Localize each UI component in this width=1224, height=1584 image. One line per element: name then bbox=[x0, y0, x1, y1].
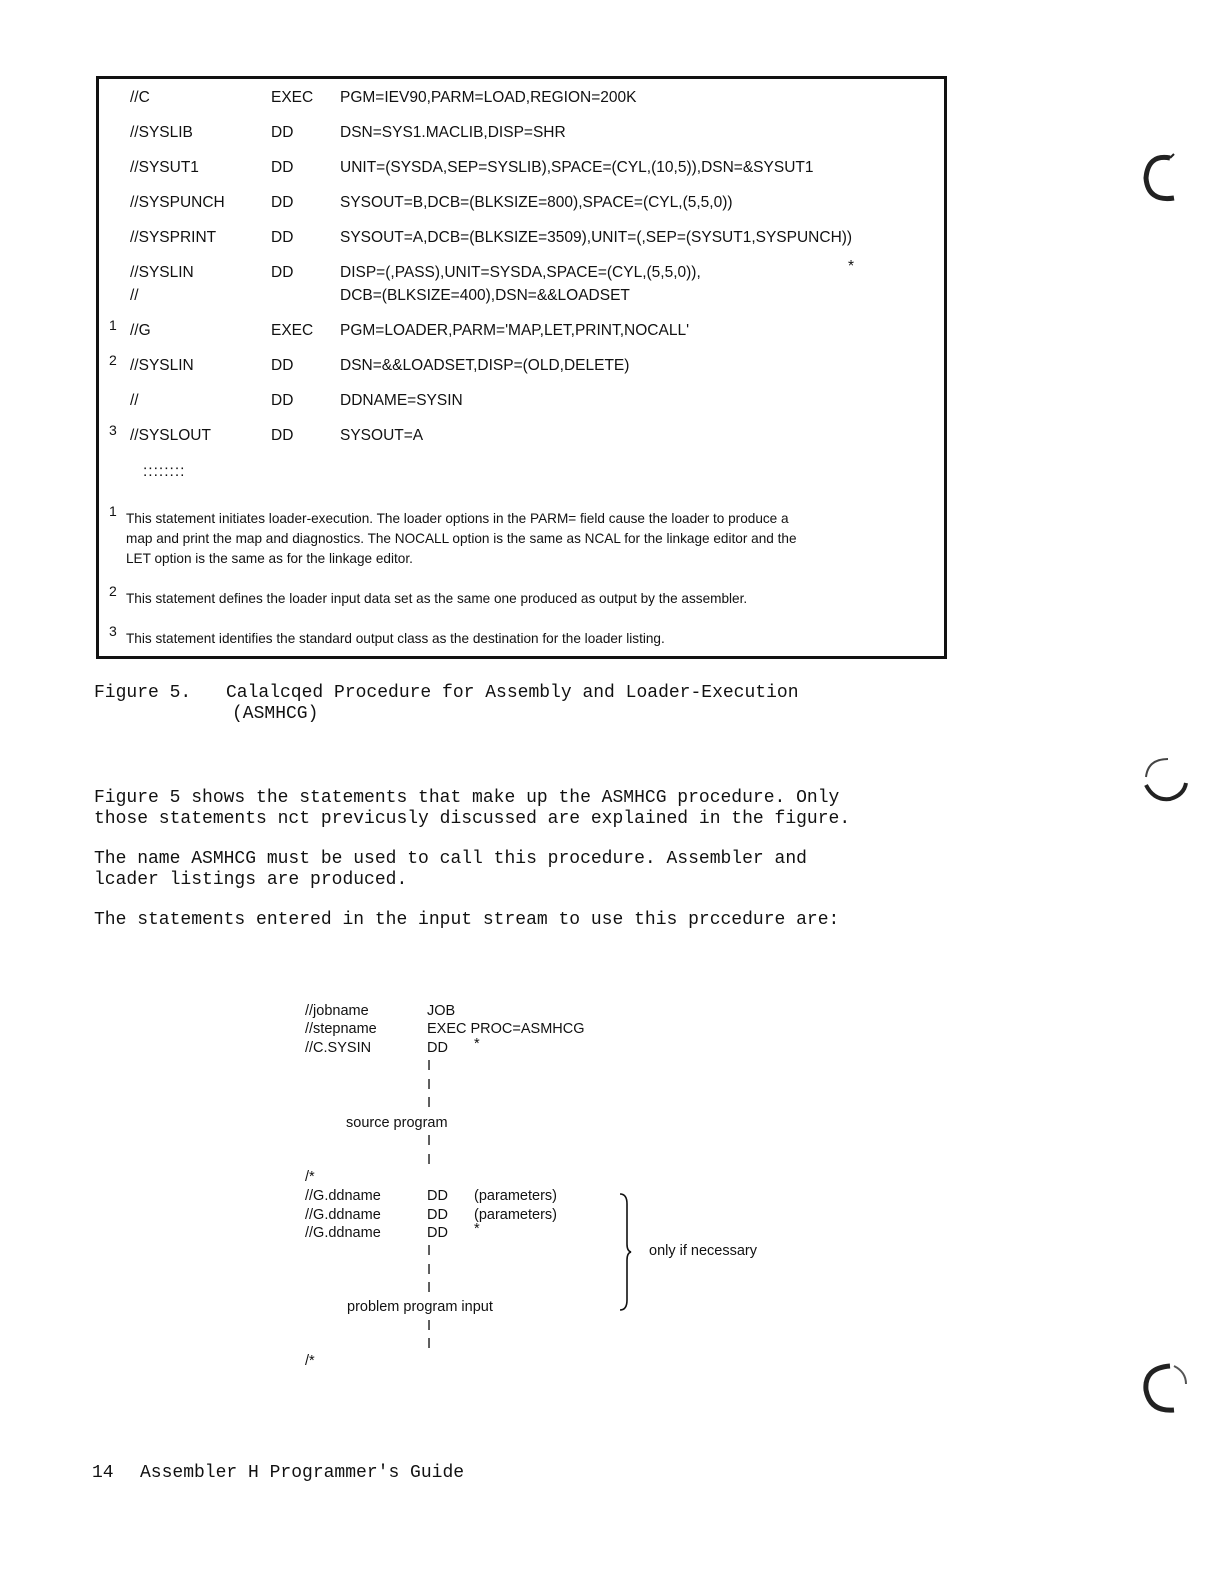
note-text-line: This statement defines the loader input data set as the same one produced as output by the assembler. bbox=[126, 591, 748, 606]
g-ddname-1-dd: DD bbox=[427, 1188, 448, 1204]
statement-operand: DISP=(,PASS),UNIT=SYSDA,SPACE=(CYL,(5,5,0)), bbox=[340, 264, 701, 281]
statement-name: //SYSLOUT bbox=[130, 427, 211, 444]
statement-operation: DD bbox=[271, 229, 294, 246]
statement-operand: DDNAME=SYSIN bbox=[340, 392, 463, 409]
note-number: 3 bbox=[109, 623, 117, 639]
statement-operation: DD bbox=[271, 392, 294, 409]
note-number: 1 bbox=[109, 503, 117, 519]
source-program-label: source program bbox=[346, 1115, 448, 1131]
note-text-line: This statement identifies the standard output class as the destination for the loader listing. bbox=[126, 631, 665, 646]
right-brace-icon bbox=[618, 1192, 632, 1312]
body-paragraph-1-line-2: those statements nct previcusly discussed are explained in the figure. bbox=[94, 809, 851, 829]
statement-operand: SYSOUT=A,DCB=(BLKSIZE=3509),UNIT=(,SEP=(SYSUT1,SYSPUNCH)) bbox=[340, 229, 853, 246]
delimiter-2: /* bbox=[305, 1353, 315, 1369]
page-number: 14 bbox=[92, 1463, 114, 1483]
statement-name: //SYSPRINT bbox=[130, 229, 217, 246]
binder-hole-mark-icon bbox=[1140, 152, 1182, 204]
statement-name: //SYSLIN bbox=[130, 357, 194, 374]
binder-hole-mark-icon bbox=[1140, 1360, 1192, 1416]
continuation-dots: :::::::: bbox=[143, 463, 186, 480]
statement-name: //C bbox=[130, 89, 150, 106]
statement-ref-number: 3 bbox=[109, 422, 117, 438]
g-ddname-2: //G.ddname bbox=[305, 1207, 381, 1223]
statement-operation: DD bbox=[271, 357, 294, 374]
exec-proc: EXEC PROC=ASMHCG bbox=[427, 1021, 585, 1037]
figure-box bbox=[96, 76, 947, 659]
statement-name: //SYSUT1 bbox=[130, 159, 199, 176]
body-paragraph-1-line-1: Figure 5 shows the statements that make up the ASMHCG procedure. Only bbox=[94, 788, 840, 808]
note-text-line: LET option is the same as for the linkage editor. bbox=[126, 551, 413, 566]
binder-hole-mark-icon bbox=[1140, 755, 1192, 805]
body-paragraph-2-line-1: The name ASMHCG must be used to call this procedure. Assembler and bbox=[94, 849, 807, 869]
bar: I bbox=[427, 1152, 432, 1168]
body-paragraph-2-line-2: lcader listings are produced. bbox=[94, 870, 408, 890]
g-ddname-2-dd: DD bbox=[427, 1207, 448, 1223]
bar: I bbox=[427, 1336, 432, 1352]
statement-operand: PGM=LOADER,PARM='MAP,LET,PRINT,NOCALL' bbox=[340, 322, 690, 339]
figure-caption-title: Calalcqed Procedure for Assembly and Loader-Execution bbox=[226, 683, 799, 703]
bar: I bbox=[427, 1262, 432, 1278]
statement-operand: SYSOUT=B,DCB=(BLKSIZE=800),SPACE=(CYL,(5,5,0)) bbox=[340, 194, 733, 211]
figure-caption-subtitle: (ASMHCG) bbox=[232, 704, 319, 724]
statement-operation: EXEC bbox=[271, 322, 314, 339]
body-paragraph-3: The statements entered in the input stream to use this prccedure are: bbox=[94, 910, 840, 930]
bar: I bbox=[427, 1077, 432, 1093]
job-op: JOB bbox=[427, 1003, 456, 1019]
stepname-label: //stepname bbox=[305, 1021, 377, 1037]
g-ddname-1-params: (parameters) bbox=[474, 1188, 557, 1204]
statement-operation: DD bbox=[271, 194, 294, 211]
statement-operation: DD bbox=[271, 264, 294, 281]
problem-program-input-label: problem program input bbox=[347, 1299, 493, 1315]
statement-name: //SYSLIB bbox=[130, 124, 193, 141]
bar: I bbox=[427, 1133, 432, 1149]
statement-name: // bbox=[130, 287, 139, 304]
statement-name: //G bbox=[130, 322, 151, 339]
book-title: Assembler H Programmer's Guide bbox=[140, 1463, 465, 1483]
bar: I bbox=[427, 1095, 432, 1111]
c-sysin-label: //C.SYSIN bbox=[305, 1040, 372, 1056]
g-ddname-3-star: * bbox=[474, 1221, 480, 1237]
statement-operation: DD bbox=[271, 427, 294, 444]
bar: I bbox=[427, 1243, 432, 1259]
g-ddname-3-dd: DD bbox=[427, 1225, 448, 1241]
statement-operand: DSN=&&LOADSET,DISP=(OLD,DELETE) bbox=[340, 357, 630, 374]
bar: I bbox=[427, 1280, 432, 1296]
g-ddname-1: //G.ddname bbox=[305, 1188, 381, 1204]
statement-name: //SYSPUNCH bbox=[130, 194, 225, 211]
g-ddname-3: //G.ddname bbox=[305, 1225, 381, 1241]
c-sysin-star: * bbox=[474, 1036, 480, 1052]
note-number: 2 bbox=[109, 583, 117, 599]
figure-caption-label: Figure 5. bbox=[94, 683, 192, 703]
statement-name: // bbox=[130, 392, 139, 409]
bar: I bbox=[427, 1318, 432, 1334]
statement-operation: DD bbox=[271, 159, 294, 176]
note-text-line: This statement initiates loader-execution. The loader options in the PARM= field cause the loader to produce a bbox=[126, 511, 789, 526]
bar: I bbox=[427, 1058, 432, 1074]
c-sysin-dd: DD bbox=[427, 1040, 448, 1056]
statement-operand: PGM=IEV90,PARM=LOAD,REGION=200K bbox=[340, 89, 637, 106]
statement-operation: EXEC bbox=[271, 89, 314, 106]
jobname-label: //jobname bbox=[305, 1003, 369, 1019]
statement-ref-number: 1 bbox=[109, 317, 117, 333]
continuation-mark: * bbox=[848, 258, 855, 275]
statement-ref-number: 2 bbox=[109, 352, 117, 368]
statement-operation: DD bbox=[271, 124, 294, 141]
statement-operand: DSN=SYS1.MACLIB,DISP=SHR bbox=[340, 124, 566, 141]
g-ddname-2-params: (parameters) bbox=[474, 1207, 557, 1223]
statement-name: //SYSLIN bbox=[130, 264, 194, 281]
statement-operand: DCB=(BLKSIZE=400),DSN=&&LOADSET bbox=[340, 287, 630, 304]
delimiter-1: /* bbox=[305, 1169, 315, 1185]
note-text-line: map and print the map and diagnostics. The NOCALL option is the same as NCAL for the linkage editor and the bbox=[126, 531, 797, 546]
statement-operand: SYSOUT=A bbox=[340, 427, 424, 444]
only-if-necessary-note: only if necessary bbox=[649, 1243, 757, 1259]
statement-operand: UNIT=(SYSDA,SEP=SYSLIB),SPACE=(CYL,(10,5)),DSN=&SYSUT1 bbox=[340, 159, 814, 176]
